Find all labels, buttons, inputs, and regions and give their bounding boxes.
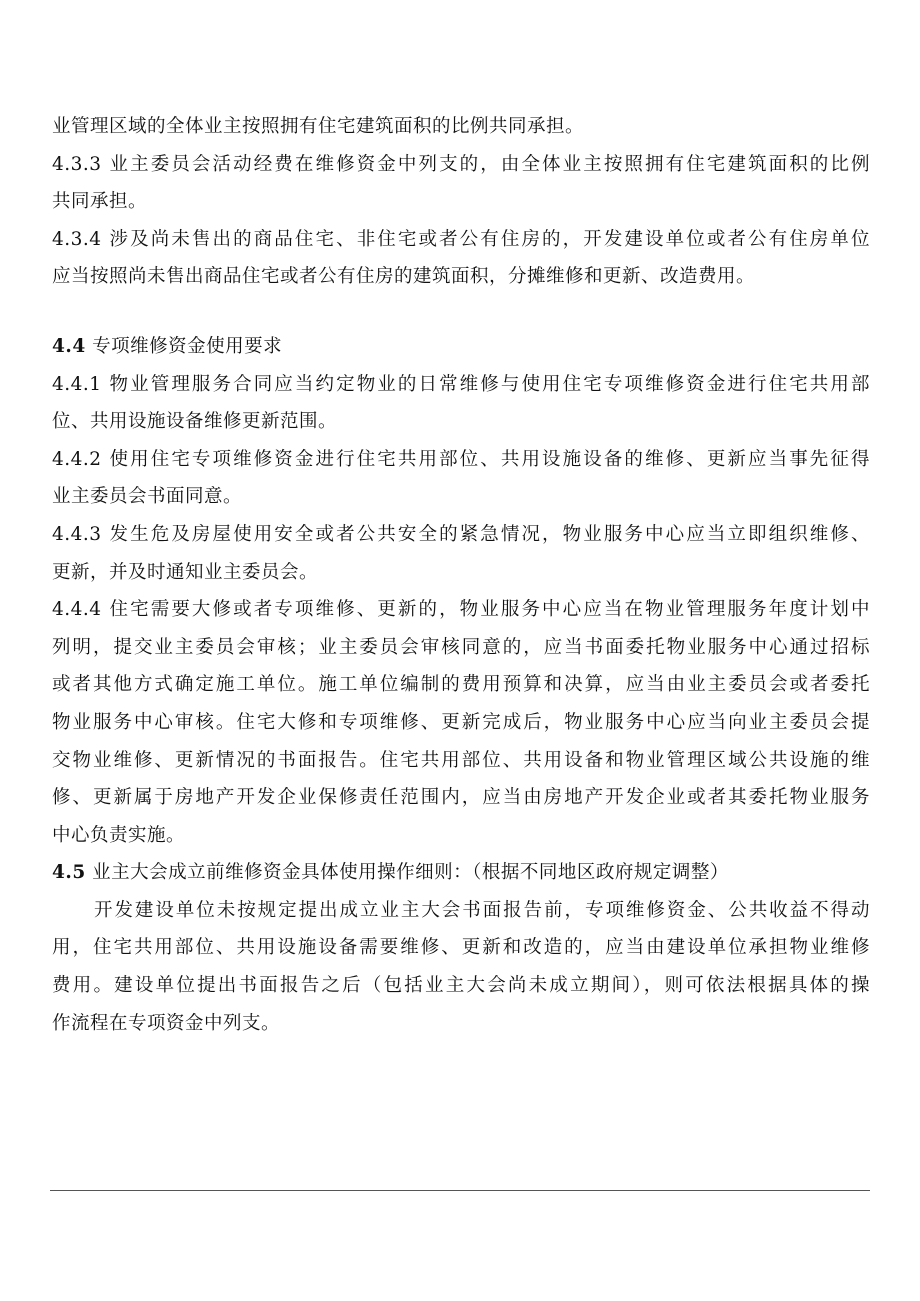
paragraph-4-4-3 xyxy=(52,516,870,591)
text-line: 4.4.4 住宅需要大修或者专项维修、更新的，物业服务中心应当在物业管理服务年度计划中 xyxy=(52,599,870,621)
paragraph-4-3-2-continuation xyxy=(52,108,870,146)
text-line: 开发建设单位未按规定提出成立业主大会书面报告前，专项维修资金、公共收益不得动 xyxy=(94,899,870,921)
text-line: 业管理区域的全体业主按照拥有住宅建筑面积的比例共同承担。 xyxy=(52,116,585,137)
text-line: 交物业维修、更新情况的书面报告。住宅共用部位、共用设备和物业管理区域公共设施的维 xyxy=(52,749,870,771)
text-line: 中心负责实施。 xyxy=(52,824,186,846)
text-line: 更新，并及时通知业主委员会。 xyxy=(52,561,319,583)
text-line: 物业服务中心审核。住宅大修和专项维修、更新完成后，物业服务中心应当向业主委员会提 xyxy=(52,711,870,733)
section-heading-4-5 xyxy=(52,854,870,892)
section-title: 专项维修资金使用要求 xyxy=(92,335,283,357)
text-line: 业主委员会书面同意。 xyxy=(52,486,243,508)
text-line: 修、更新属于房地产开发企业保修责任范围内，应当由房地产开发企业或者其委托物业服务 xyxy=(52,787,870,809)
section-gap xyxy=(52,296,870,328)
text-line: 应当按照尚未售出商品住宅或者公有住房的建筑面积，分摊维修和更新、改造费用。 xyxy=(52,266,756,288)
section-heading-4-4 xyxy=(52,328,870,366)
text-line: 4.3.3 业主委员会活动经费在维修资金中列支的，由全体业主按照拥有住宅建筑面积的比例 xyxy=(52,153,870,175)
paragraph-4-3-3 xyxy=(52,146,870,221)
paragraph-4-5 xyxy=(52,892,870,1042)
section-title: 业主大会成立前维修资金具体使用操作细则：（根据不同地区政府规定调整） xyxy=(92,862,729,884)
text-line: 费用。建设单位提出书面报告之后（包括业主大会尚未成立期间），则可依法根据具体的操 xyxy=(52,975,870,997)
text-line: 4.4.1 物业管理服务合同应当约定物业的日常维修与使用住宅专项维修资金进行住宅共用部 xyxy=(52,373,870,395)
paragraph-4-4-2 xyxy=(52,441,870,516)
text-line: 位、共用设施设备维修更新范围。 xyxy=(52,411,338,433)
page-bottom-rule xyxy=(50,1190,870,1191)
text-line: 列明，提交业主委员会审核；业主委员会审核同意的，应当书面委托物业服务中心通过招标 xyxy=(52,636,870,658)
text-line: 4.3.4 涉及尚未售出的商品住宅、非住宅或者公有住房的，开发建设单位或者公有住房单位 xyxy=(52,228,870,250)
text-line: 4.4.3 发生危及房屋使用安全或者公共安全的紧急情况，物业服务中心应当立即组织维修、 xyxy=(52,523,870,545)
text-line: 或者其他方式确定施工单位。施工单位编制的费用预算和决算，应当由业主委员会或者委托 xyxy=(52,674,870,696)
text-line: 4.4.2 使用住宅专项维修资金进行住宅共用部位、共用设施设备的维修、更新应当事先征得 xyxy=(52,448,870,470)
section-number: 4.5 xyxy=(52,862,86,884)
paragraph-4-4-4 xyxy=(52,591,870,854)
text-line: 作流程在专项资金中列支。 xyxy=(52,1012,281,1034)
document-page xyxy=(52,108,870,1042)
paragraph-4-4-1 xyxy=(52,366,870,441)
section-number: 4.4 xyxy=(52,335,86,357)
paragraph-4-3-4 xyxy=(52,221,870,296)
text-line: 共同承担。 xyxy=(52,191,148,213)
text-line: 用，住宅共用部位、共用设施设备需要维修、更新和改造的，应当由建设单位承担物业维修 xyxy=(52,937,870,959)
